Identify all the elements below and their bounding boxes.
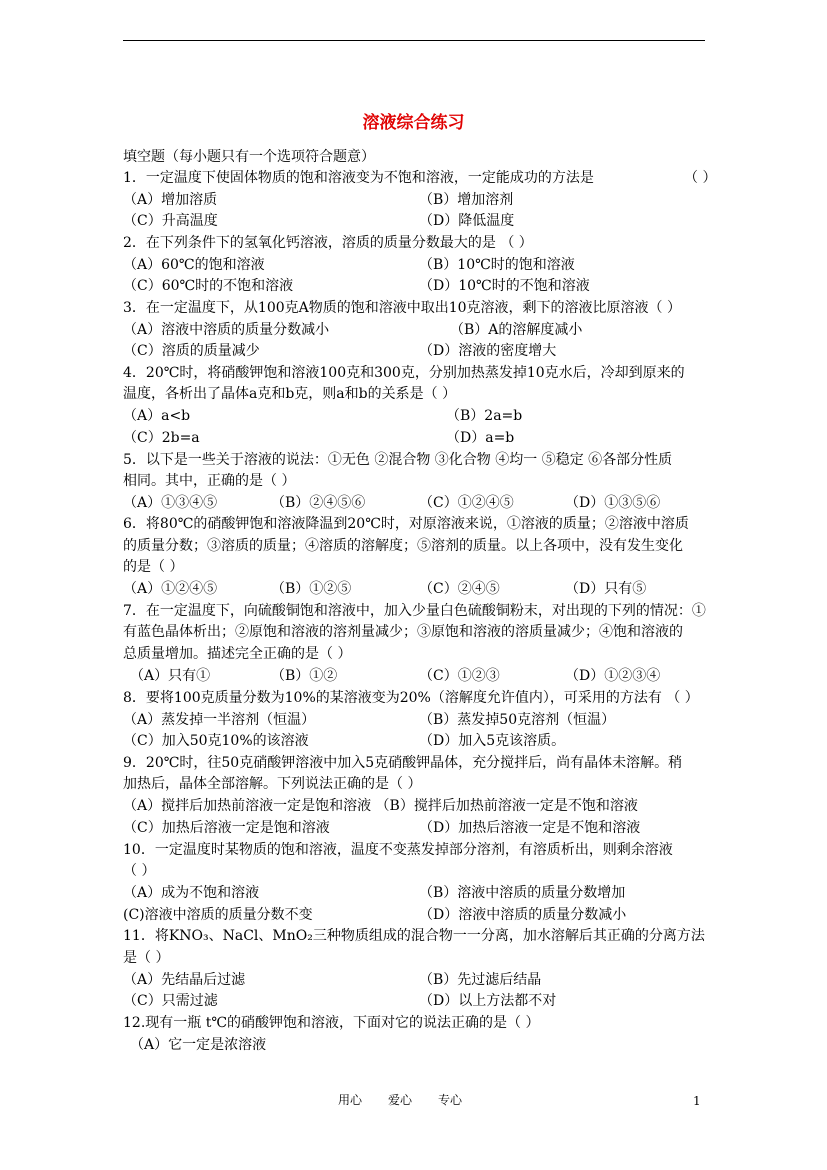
q11-stem-line2: 是（ ） — [123, 950, 170, 966]
q10-stem-line1: 10．一定温度时某物质的饱和溶液，温度不变蒸发掉部分溶剂，有溶质析出，则剩余溶液 — [123, 842, 673, 858]
q8-option-a: （A）蒸发掉一半溶剂（恒温） — [123, 712, 316, 728]
q2-option-c: （C）60℃时的不饱和溶液 — [123, 278, 294, 294]
q6-option-d: （D）只有⑤ — [565, 581, 647, 597]
q2-option-b: （B）10℃时的饱和溶液 — [419, 257, 575, 273]
q4-option-d: （D）a=b — [446, 430, 515, 446]
q7-stem-line1: 7．在一定温度下，向硫酸铜饱和溶液中，加入少量白色硫酸铜粉末，对出现的下列的情况：① — [123, 603, 706, 619]
q11-stem-line1: 11．将KNO₃、NaCl、MnO₂三种物质组成的混合物一一分离，加水溶解后其正确的分离方法 — [123, 928, 705, 944]
page-number: 1 — [693, 1094, 701, 1108]
q11-option-c: （C）只需过滤 — [123, 993, 218, 1009]
q6-stem-line3: 的是（ ） — [123, 559, 184, 575]
footer-word-2: 爱心 — [388, 1093, 413, 1107]
q11-option-d: （D）以上方法都不对 — [419, 993, 557, 1009]
q10-option-c: (C)溶液中溶质的质量分数不变 — [123, 907, 313, 923]
q6-option-a: （A）①②④⑤ — [123, 581, 218, 597]
q10-stem-line2: （ ） — [123, 863, 156, 879]
header-rule — [123, 40, 705, 41]
q9-option-d: （D）加热后溶液一定是不饱和溶液 — [419, 820, 641, 836]
q6-option-c: （C）②④⑤ — [419, 581, 500, 597]
q2-stem: 2．在下列条件下的氢氧化钙溶液，溶质的质量分数最大的是 （ ） — [123, 235, 533, 251]
q3-option-d: （D）溶液的密度增大 — [419, 343, 557, 359]
q1-option-b: （B）增加溶剂 — [419, 192, 514, 208]
q8-option-d: （D）加入5克该溶质。 — [419, 733, 566, 749]
q9-option-c: （C）加热后溶液一定是饱和溶液 — [123, 820, 330, 836]
q6-stem-line2: 的质量分数；③溶质的质量；④溶质的溶解度；⑤溶剂的质量。以上各项中，没有发生变化 — [123, 538, 683, 554]
q10-option-a: （A）成为不饱和溶液 — [123, 885, 260, 901]
q6-option-b: （B）①②⑤ — [271, 581, 352, 597]
q11-option-b: （B）先过滤后结晶 — [419, 972, 542, 988]
q11-option-a: （A）先结晶后过滤 — [123, 972, 246, 988]
q10-option-b: （B）溶液中溶质的质量分数增加 — [419, 885, 626, 901]
q7-option-d: （D）①②③④ — [565, 668, 661, 684]
q3-option-a: （A）溶液中溶质的质量分数减小 — [123, 322, 330, 338]
q1-answer-paren: （ ） — [684, 170, 717, 186]
q1-option-a: （A）增加溶质 — [123, 192, 218, 208]
q4-option-c: （C）2b=a — [123, 430, 200, 446]
q12-stem: 12.现有一瓶 t℃的硝酸钾饱和溶液，下面对它的说法正确的是（ ） — [123, 1015, 540, 1031]
q9-stem-line1: 9．20℃时，往50克硝酸钾溶液中加入5克硝酸钾晶体，充分搅拌后，尚有晶体未溶解。稍 — [123, 755, 683, 771]
q1-stem: 1．一定温度下使固体物质的饱和溶液变为不饱和溶液，一定能成功的方法是 — [123, 170, 594, 186]
q7-option-c: （C）①②③ — [419, 668, 500, 684]
q5-stem-line1: 5．以下是一些关于溶液的说法：①无色 ②混合物 ③化合物 ④均一 ⑤稳定 ⑥各部分性质 — [123, 452, 673, 468]
q2-option-d: （D）10℃时的不饱和溶液 — [419, 278, 590, 294]
q3-stem: 3．在一定温度下，从100克A物质的饱和溶液中取出10克溶液，剩下的溶液比原溶液（ ） — [123, 300, 682, 316]
q1-option-d: （D）降低温度 — [419, 213, 515, 229]
q9-stem-line2: 加热后，晶体全部溶解。下列说法正确的是（ ） — [123, 776, 422, 792]
q3-option-b: （B）A的溶解度减小 — [450, 322, 583, 338]
q7-stem-line3: 总质量增加。描述完全正确的是（ ） — [123, 646, 352, 662]
q1-option-c: （C）升高温度 — [123, 213, 218, 229]
section-heading: 填空题（每小题只有一个选项符合题意） — [123, 149, 375, 165]
q8-option-b: （B）蒸发掉50克溶剂（恒温） — [419, 712, 616, 728]
footer-word-3: 专心 — [438, 1093, 463, 1107]
q7-stem-line2: 有蓝色晶体析出；②原饱和溶液的溶剂量减少；③原饱和溶液的溶质量减少；④饱和溶液的 — [123, 624, 683, 640]
page-title: 溶液综合练习 — [362, 113, 465, 133]
q2-option-a: （A）60℃的饱和溶液 — [123, 257, 265, 273]
q5-option-a: （A）①③④⑤ — [123, 495, 218, 511]
q3-option-c: （C）溶质的质量减少 — [123, 343, 260, 359]
q4-option-b: （B）2a=b — [446, 408, 523, 424]
q10-option-d: （D）溶液中溶质的质量分数减小 — [419, 907, 627, 923]
q9-option-a-b: （A）搅拌后加热前溶液一定是饱和溶液 （B）搅拌后加热前溶液一定是不饱和溶液 — [123, 798, 638, 814]
q4-stem-line2: 温度，各析出了晶体a克和b克，则a和b的关系是（ ） — [123, 386, 457, 402]
q7-option-a: （A）只有① — [130, 668, 211, 684]
q5-stem-line2: 相同。其中，正确的是（ ） — [123, 473, 296, 489]
q8-stem: 8．要将100克质量分数为10%的某溶液变为20%（溶解度允许值内），可采用的方法有 （ ） — [123, 690, 699, 706]
q8-option-c: （C）加入50克10%的该溶液 — [123, 733, 309, 749]
q12-option-a: （A）它一定是浓溶液 — [130, 1037, 267, 1053]
q6-stem-line1: 6．将80℃的硝酸钾饱和溶液降温到20℃时，对原溶液来说，①溶液的质量；②溶液中溶质 — [123, 516, 689, 532]
q5-option-c: （C）①②④⑤ — [419, 495, 514, 511]
footer-word-1: 用心 — [338, 1093, 363, 1107]
q5-option-b: （B）②④⑤⑥ — [271, 495, 366, 511]
q5-option-d: （D）①③⑤⑥ — [565, 495, 661, 511]
q4-stem-line1: 4．20℃时，将硝酸钾饱和溶液100克和300克，分别加热蒸发掉10克水后，冷却到原来的 — [123, 365, 685, 381]
q4-option-a: （A）a<b — [123, 408, 191, 424]
q7-option-b: （B）①② — [271, 668, 338, 684]
